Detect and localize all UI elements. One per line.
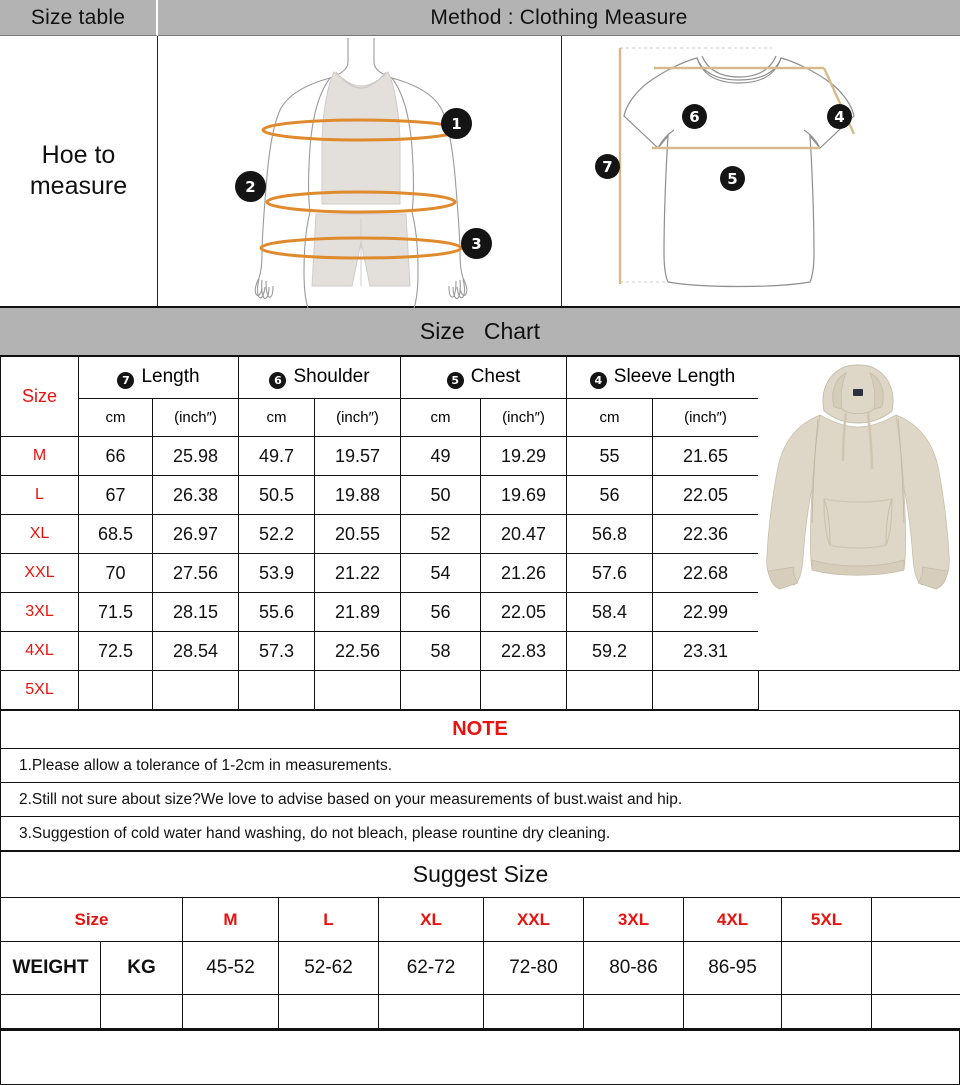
group-label-shoulder: Shoulder <box>293 366 369 387</box>
x4l-chest-inch: 22.83 <box>481 632 567 671</box>
badge-1-label: 1 <box>451 115 461 133</box>
l-sleeve-inch: 22.05 <box>653 476 759 515</box>
suggest-size-4xl: 4XL <box>684 898 782 942</box>
weight-l: 52-62 <box>279 942 379 995</box>
measure-badge-2 <box>235 171 266 202</box>
how-to-line-2: measure <box>30 171 127 202</box>
x5l-sleeve-cm <box>567 671 653 710</box>
l-chest-cm: 50 <box>401 476 481 515</box>
weight-xxl: 72-80 <box>484 942 584 995</box>
x4l-shoulder-inch: 22.56 <box>315 632 401 671</box>
size-chart-title-bar: Size Chart <box>0 308 960 356</box>
body-measure-figure-cell <box>158 36 562 306</box>
unit-length-cm: cm <box>79 399 153 437</box>
l-sleeve-cm: 56 <box>567 476 653 515</box>
measure-badge-4 <box>827 104 852 129</box>
m-length-cm: 66 <box>79 437 153 476</box>
suggest-size-3xl: 3XL <box>584 898 684 942</box>
table-row <box>1 593 759 632</box>
table-row <box>1 476 759 515</box>
blank-cell-7 <box>584 995 684 1029</box>
x4l-chest-cm: 58 <box>401 632 481 671</box>
body-figure <box>158 36 561 306</box>
xl-shoulder-inch: 20.55 <box>315 515 401 554</box>
xxl-chest-inch: 21.26 <box>481 554 567 593</box>
row-size-3xl: 3XL <box>1 593 79 632</box>
method-body-row <box>0 36 960 308</box>
xxl-length-inch: 27.56 <box>153 554 239 593</box>
product-photo-cell <box>758 356 960 671</box>
badge-6-label: 6 <box>689 108 699 126</box>
x3l-length-inch: 28.15 <box>153 593 239 632</box>
x5l-shoulder-cm <box>239 671 315 710</box>
xl-length-cm: 68.5 <box>79 515 153 554</box>
unit-length-inch: (inch″) <box>153 399 239 437</box>
suggest-header-row <box>1 898 960 942</box>
unit-shoulder-cm: cm <box>239 399 315 437</box>
note-row <box>1 817 960 851</box>
suggest-size-xxl: XXL <box>484 898 584 942</box>
measure-badge-3 <box>461 228 492 259</box>
m-chest-cm: 49 <box>401 437 481 476</box>
row-size-m: M <box>1 437 79 476</box>
x4l-shoulder-cm: 57.3 <box>239 632 315 671</box>
note-table <box>0 710 960 851</box>
group-header-chest <box>401 357 567 399</box>
blank-cell-8 <box>684 995 782 1029</box>
x5l-sleeve-inch <box>653 671 759 710</box>
suggest-title-row <box>1 852 960 898</box>
xl-shoulder-cm: 52.2 <box>239 515 315 554</box>
x3l-shoulder-inch: 21.89 <box>315 593 401 632</box>
suggest-size-m: M <box>183 898 279 942</box>
measure-method-section <box>0 0 960 308</box>
l-length-inch: 26.38 <box>153 476 239 515</box>
table-row <box>1 632 759 671</box>
x4l-length-cm: 72.5 <box>79 632 153 671</box>
badge-3-label: 3 <box>471 235 481 253</box>
group-header-shoulder <box>239 357 401 399</box>
tshirt-diagram-svg <box>562 36 960 308</box>
x4l-length-inch: 28.54 <box>153 632 239 671</box>
method-clothing-measure-header: Method : Clothing Measure <box>158 0 960 36</box>
m-shoulder-cm: 49.7 <box>239 437 315 476</box>
x4l-sleeve-inch: 23.31 <box>653 632 759 671</box>
badge-2-label: 2 <box>245 178 255 196</box>
x5l-chest-cm <box>401 671 481 710</box>
badge-7-label: 7 <box>602 158 612 176</box>
x5l-shoulder-inch <box>315 671 401 710</box>
measure-badge-7 <box>595 154 620 179</box>
l-chest-inch: 19.69 <box>481 476 567 515</box>
x5l-chest-inch <box>481 671 567 710</box>
x3l-length-cm: 71.5 <box>79 593 153 632</box>
group-label-sleeve-length: Sleeve Length <box>614 366 736 387</box>
m-sleeve-inch: 21.65 <box>653 437 759 476</box>
note-line-2: 2.Still not sure about size?We love to advise based on your measurements of bust.waist and hip. <box>1 783 960 817</box>
weight-m: 45-52 <box>183 942 279 995</box>
table-row <box>1 554 759 593</box>
x5l-length-inch <box>153 671 239 710</box>
suggest-size-xl: XL <box>379 898 484 942</box>
suggest-size-l: L <box>279 898 379 942</box>
group-label-chest: Chest <box>471 366 521 387</box>
table-row <box>1 515 759 554</box>
weight-4xl: 86-95 <box>684 942 782 995</box>
note-line-3: 3.Suggestion of cold water hand washing, do not bleach, please rountine dry cleaning. <box>1 817 960 851</box>
table-row <box>1 671 759 710</box>
how-to-measure-cell <box>0 36 158 306</box>
weight-5xl <box>782 942 872 995</box>
row-size-xxl: XXL <box>1 554 79 593</box>
how-to-line-1: Hoe to <box>30 140 127 171</box>
m-sleeve-cm: 55 <box>567 437 653 476</box>
circle-number-4-icon: 4 <box>590 372 607 389</box>
suggest-weight-row <box>1 942 960 995</box>
group-header-sleeve-length <box>567 357 759 399</box>
unit-chest-inch: (inch″) <box>481 399 567 437</box>
size-table-header: Size table <box>0 0 158 36</box>
l-shoulder-cm: 50.5 <box>239 476 315 515</box>
weight-empty <box>872 942 960 995</box>
m-shoulder-inch: 19.57 <box>315 437 401 476</box>
footer-empty-strip <box>0 1029 960 1085</box>
size-chart-table-wrap <box>0 356 960 710</box>
xl-length-inch: 26.97 <box>153 515 239 554</box>
female-body-diagram-svg <box>158 36 562 308</box>
size-chart-table <box>0 356 759 710</box>
note-line-1: 1.Please allow a tolerance of 1-2cm in measurements. <box>1 749 960 783</box>
weight-label: WEIGHT <box>1 942 101 995</box>
note-row <box>1 749 960 783</box>
xxl-sleeve-cm: 57.6 <box>567 554 653 593</box>
suggest-size-table <box>0 851 960 1029</box>
unit-sleeve-cm: cm <box>567 399 653 437</box>
weight-xl: 62-72 <box>379 942 484 995</box>
x3l-shoulder-cm: 55.6 <box>239 593 315 632</box>
xl-chest-inch: 20.47 <box>481 515 567 554</box>
unit-sleeve-inch: (inch″) <box>653 399 759 437</box>
xl-chest-cm: 52 <box>401 515 481 554</box>
tshirt-figure <box>562 36 960 306</box>
circle-number-6-icon: 6 <box>269 372 286 389</box>
m-chest-inch: 19.29 <box>481 437 567 476</box>
weight-3xl: 80-86 <box>584 942 684 995</box>
xxl-length-cm: 70 <box>79 554 153 593</box>
blank-cell-1 <box>1 995 101 1029</box>
xxl-chest-cm: 54 <box>401 554 481 593</box>
header-row-groups <box>1 357 759 399</box>
measure-badge-5 <box>720 166 745 191</box>
xxl-shoulder-cm: 53.9 <box>239 554 315 593</box>
xl-sleeve-inch: 22.36 <box>653 515 759 554</box>
x3l-chest-cm: 56 <box>401 593 481 632</box>
row-size-xl: XL <box>1 515 79 554</box>
blank-cell-4 <box>279 995 379 1029</box>
suggest-size-label: Size <box>1 898 183 942</box>
x3l-sleeve-cm: 58.4 <box>567 593 653 632</box>
circle-number-7-icon: 7 <box>117 372 134 389</box>
tshirt-measure-figure-cell <box>562 36 960 306</box>
xxl-shoulder-inch: 21.22 <box>315 554 401 593</box>
blank-cell-5 <box>379 995 484 1029</box>
l-shoulder-inch: 19.88 <box>315 476 401 515</box>
x5l-length-cm <box>79 671 153 710</box>
row-size-5xl: 5XL <box>1 671 79 710</box>
header-row-units <box>1 399 759 437</box>
table-row <box>1 437 759 476</box>
note-title-row <box>1 711 960 749</box>
circle-number-5-icon: 5 <box>447 372 464 389</box>
unit-shoulder-inch: (inch″) <box>315 399 401 437</box>
note-title: NOTE <box>1 711 960 749</box>
blank-cell-10 <box>872 995 960 1029</box>
suggest-blank-row <box>1 995 960 1029</box>
weight-unit-kg: KG <box>101 942 183 995</box>
m-length-inch: 25.98 <box>153 437 239 476</box>
blank-cell-3 <box>183 995 279 1029</box>
row-size-4xl: 4XL <box>1 632 79 671</box>
x4l-sleeve-cm: 59.2 <box>567 632 653 671</box>
measure-badge-6 <box>682 104 707 129</box>
x3l-chest-inch: 22.05 <box>481 593 567 632</box>
suggest-size-5xl: 5XL <box>782 898 872 942</box>
how-to-measure-label <box>30 140 127 202</box>
suggest-size-title: Suggest Size <box>1 852 960 898</box>
xl-sleeve-cm: 56.8 <box>567 515 653 554</box>
blank-cell-6 <box>484 995 584 1029</box>
suggest-size-empty <box>872 898 960 942</box>
xxl-sleeve-inch: 22.68 <box>653 554 759 593</box>
l-length-cm: 67 <box>79 476 153 515</box>
x3l-sleeve-inch: 22.99 <box>653 593 759 632</box>
blank-cell-9 <box>782 995 872 1029</box>
measure-badge-1 <box>441 108 472 139</box>
hoodie-product-image <box>758 357 958 669</box>
group-header-length <box>79 357 239 399</box>
unit-chest-cm: cm <box>401 399 481 437</box>
group-label-length: Length <box>141 366 199 387</box>
note-row <box>1 783 960 817</box>
badge-5-label: 5 <box>727 170 737 188</box>
blank-cell-2 <box>101 995 183 1029</box>
badge-4-label: 4 <box>834 108 844 126</box>
method-header-row <box>0 0 960 36</box>
size-column-header: Size <box>1 357 79 437</box>
row-size-l: L <box>1 476 79 515</box>
